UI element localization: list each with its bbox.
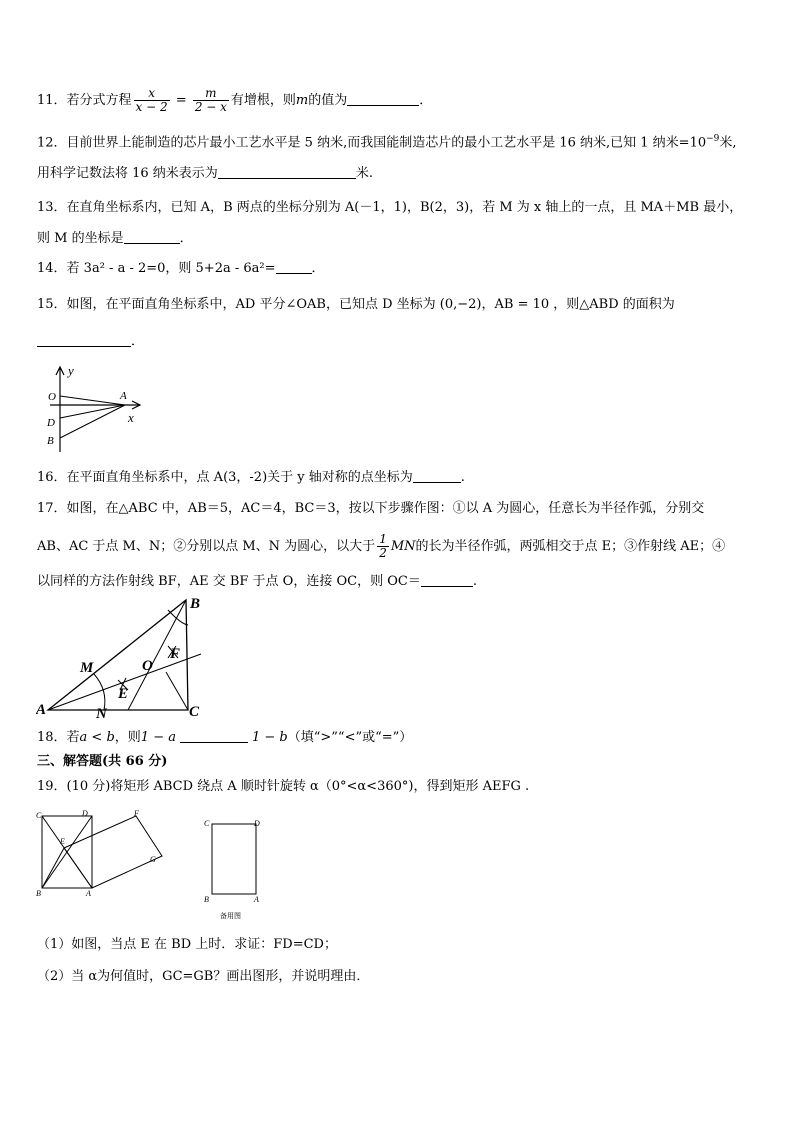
q15-segment-ab: [60, 405, 125, 438]
q17-text-2a: AB、AC 于点 M、N；②分别以点 M、N 为圆心，以大于: [37, 539, 376, 554]
q17-text-1: 17．如图，在△ABC 中，AB＝5，AC＝4，BC＝3，按以下步骤作图：①以 A 为圆心，任意长为半径作弧，分别交: [37, 501, 705, 516]
q17-label-c: C: [189, 704, 200, 720]
q17-label-m: M: [80, 660, 94, 676]
q13-line-1: [37, 199, 742, 217]
q11-prefix: 11．若分式方程: [37, 93, 132, 108]
q12-text-2-end: 米.: [355, 166, 373, 181]
q19-f2-label-a: A: [254, 895, 259, 904]
q13-end: ．: [179, 231, 193, 246]
q12-line-2: [37, 164, 373, 183]
section-3-title: 三、解答题(共 66 分): [37, 754, 168, 769]
q16-text: 16．在平面直角坐标系中，点 A(3，-2)关于 y 轴对称的点坐标为: [37, 470, 413, 485]
q15-segment-ad: [60, 405, 125, 418]
q17-fraction: [377, 533, 389, 560]
q19-part-2: [37, 968, 369, 986]
q16-line: [37, 468, 465, 487]
q18-right-expr: 1 − b: [251, 730, 288, 745]
q19-f1-label-d: D: [82, 809, 88, 818]
q16-end: .: [460, 470, 465, 485]
q14-text: 14．若 3a² - a - 2=0，则 5+2a - 6a²=: [37, 261, 276, 276]
q18-condition: a < b: [79, 730, 115, 745]
q11-var: m: [295, 93, 309, 108]
q12-text-2: 用科学记数法将 16 纳米表示为: [37, 166, 218, 181]
q17-line-2: [37, 533, 725, 560]
q17-segment-oc: [166, 672, 188, 710]
q17-label-e: E: [118, 686, 129, 702]
q18-answer-blank[interactable]: [180, 728, 248, 743]
q17-mn: MN: [390, 539, 416, 554]
q18-prefix: 18．若: [37, 730, 80, 745]
q11-mid: 有增根，则: [230, 93, 296, 108]
q12-answer-blank[interactable]: [218, 164, 356, 179]
q19-text: 19．(10 分)将矩形 ABCD 绕点 A 顺时针旋转 α（0°<α<360°)，得到矩形 AEFG .: [37, 779, 530, 794]
q19-part-1-text: （1）如图，当点 E 在 BD 上时．求证：FD=CD；: [37, 937, 337, 952]
q17-text-2b: 的长为半径作弧，两弧相交于点 E；③作射线 AE；④: [415, 539, 726, 554]
q11-frac2-num: m: [193, 87, 229, 101]
q15-label-y: y: [68, 363, 74, 378]
q18-hint: （填“>”“<”或“=”）: [287, 730, 413, 745]
q17-label-f: F: [170, 646, 181, 662]
q19-f2-label-b: B: [204, 895, 209, 904]
q18-left-expr: 1 − a: [140, 730, 176, 745]
q11-line: [37, 87, 432, 114]
q17-line-3: [37, 572, 477, 591]
q12-exponent: −9: [706, 134, 720, 144]
q15-text: 15．如图，在平面直角坐标系中，AD 平分∠OAB，已知点 D 坐标为 (0,−2)，AB = 10 ，则△ABD 的面积为: [37, 297, 675, 312]
q17-text-3: 以同样的方法作射线 BF，AE 交 BF 于点 O，连接 OC，则 OC＝: [37, 574, 421, 589]
q18-mid: ，则: [114, 730, 141, 745]
q19-figure-1: [34, 808, 164, 900]
q15-label-x: x: [128, 410, 134, 425]
q17-figure: [36, 592, 216, 722]
q13-answer-blank[interactable]: [124, 229, 180, 244]
q17-label-o: O: [142, 658, 153, 674]
q17-label-b: B: [190, 596, 201, 612]
q19-f1-label-e: E: [60, 837, 65, 846]
q19-f2-caption: 备用图: [220, 912, 241, 920]
q19-f1-label-f: F: [134, 809, 139, 818]
q19-line: [37, 778, 529, 796]
q11-frac1-den: x − 2: [135, 100, 168, 114]
q19-f1-label-a: A: [86, 889, 91, 898]
q11-fraction-1: [134, 87, 170, 114]
q17-label-n: N: [96, 706, 107, 722]
q12-line-1: [37, 130, 737, 152]
q15-label-b: B: [47, 435, 54, 447]
q14-line: [37, 259, 325, 278]
q15-figure: [40, 360, 150, 455]
q11-frac1-num: x: [134, 87, 170, 101]
q14-answer-blank[interactable]: [276, 259, 312, 274]
q19-f1-label-b: B: [36, 889, 41, 898]
q19-f1-label-c: C: [36, 811, 42, 820]
q16-answer-blank[interactable]: [413, 468, 461, 483]
q17-end: .: [472, 574, 477, 589]
q13-text-1: 13．在直角坐标系内，已知 A，B 两点的坐标分别为 A(－1，1)，B(2，3)，若 M 为 x 轴上的一点，且 MA＋MB 最小，: [37, 200, 743, 215]
q19-f2-label-c: C: [204, 819, 210, 828]
q13-text-2: 则 M 的坐标是: [37, 231, 124, 246]
q15-segment-oa: [60, 396, 125, 405]
q15-blank-line: [37, 332, 144, 351]
q15-line: [37, 296, 675, 314]
q11-equals: =: [171, 93, 191, 108]
q19-part-1: [37, 936, 337, 954]
q12-text-1: 12．目前世界上能制造的芯片最小工艺水平是 5 纳米,而我国能制造芯片的最小工艺水平是 16 纳米,已知 1 纳米=10: [37, 135, 707, 151]
q15-label-o: O: [48, 391, 56, 403]
q19-part-2-text: （2）当 α为何值时，GC=GB？画出图形，并说明理由．: [37, 969, 370, 984]
q11-frac2-den: 2 − x: [194, 100, 227, 114]
q15-label-d: D: [47, 417, 55, 429]
q18-line: [37, 728, 412, 747]
q17-label-a: A: [36, 702, 47, 718]
q19-rect-aefg: [64, 816, 162, 888]
q17-line-1: [37, 500, 704, 518]
q15-end: ．: [131, 334, 145, 349]
q13-line-2: [37, 229, 193, 248]
q15-label-a: A: [120, 390, 127, 402]
q19-f1-label-g: G: [150, 855, 156, 864]
q12-text-1-end: 米,: [719, 135, 737, 151]
q17-frac-num: 1: [379, 532, 387, 546]
q17-arc-mn: [94, 674, 105, 710]
q11-fraction-2: [193, 87, 229, 114]
q19-f2-label-d: D: [254, 819, 260, 828]
q19-backup-rect: [212, 824, 256, 894]
q11-end: ．: [419, 93, 433, 108]
q15-answer-blank[interactable]: [37, 332, 131, 347]
q14-end: ．: [311, 261, 325, 276]
q17-answer-blank[interactable]: [421, 572, 473, 587]
q19-figure-2: [200, 814, 270, 924]
q17-frac-den: 2: [379, 546, 387, 560]
q11-suffix: 的值为: [308, 93, 348, 108]
q11-answer-blank[interactable]: [347, 91, 419, 106]
q19-segment-eb: [42, 848, 64, 888]
